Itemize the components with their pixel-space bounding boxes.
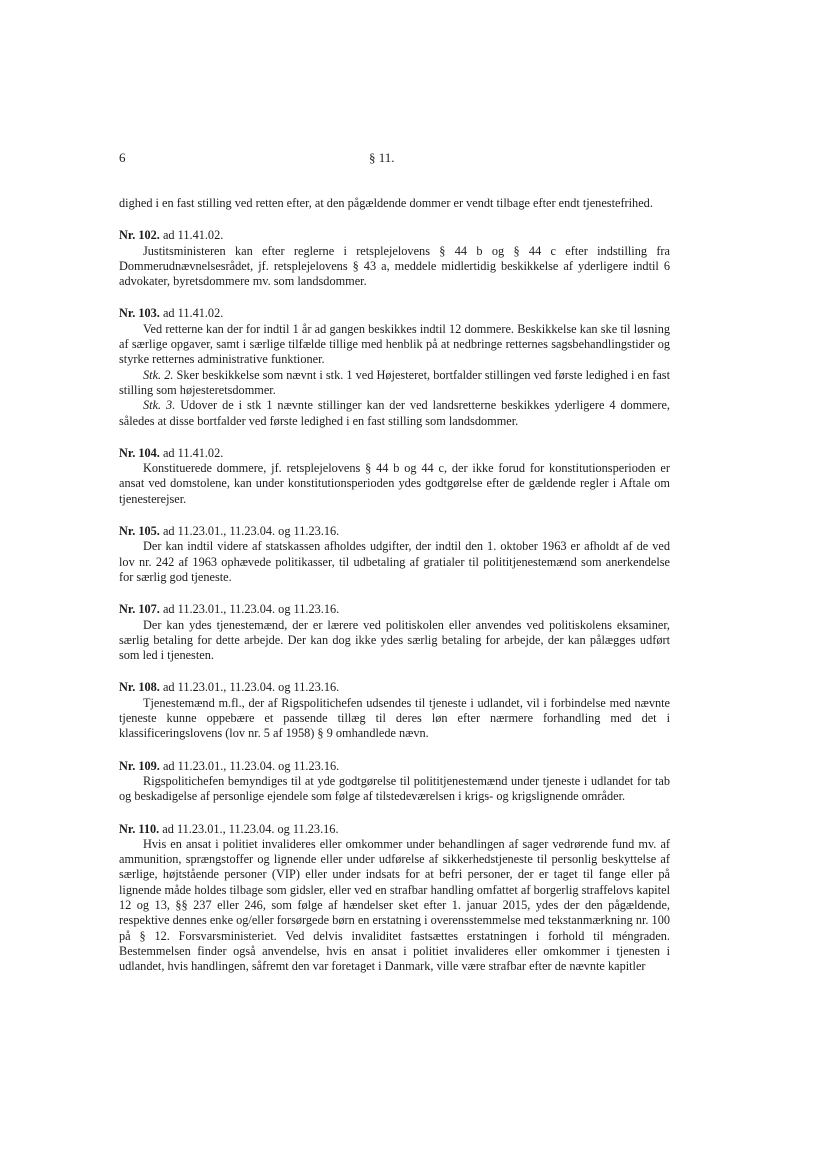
entry-heading — [119, 680, 670, 695]
entry-paragraph — [119, 774, 670, 805]
entry-reference: ad 11.23.01., 11.23.04. og 11.23.16. — [162, 602, 340, 617]
paragraph-text: Der kan ydes tjenestemænd, der er lærere ved politiskolen eller anvendes ved politiskolens eksaminer, særlig betaling for dette arbejde. Der kan dog ikke ydes særlig betaling for arbejde, der kan pålægges udført som led i tjenesten. — [119, 617, 670, 663]
entry-number: Nr. 102. — [119, 228, 160, 243]
entry-paragraph — [119, 539, 670, 585]
entry-reference: ad 11.41.02. — [162, 306, 224, 321]
entry-reference: ad 11.23.01., 11.23.04. og 11.23.16. — [162, 524, 340, 539]
entry-paragraph — [119, 461, 670, 507]
entry-heading — [119, 228, 670, 243]
entry-number: Nr. 109. — [119, 758, 160, 773]
stk-label: Stk. 3. — [143, 398, 176, 413]
entry-heading — [119, 822, 670, 837]
annotation-entry — [119, 822, 670, 975]
section-heading: § 11. — [369, 150, 395, 165]
entry-paragraph — [119, 244, 670, 290]
entry-heading — [119, 306, 670, 321]
paragraph-text: Tjenestemænd m.fl., der af Rigspolitichefen udsendes til tjeneste i udlandet, vil i forbindelse med nævnte tjeneste kunne oppebære et passende tillæg til deres løn efter nærmere forhandling med det i klassificeringslovens (lov nr. 5 af 1958) § 9 omhandlede nævn. — [119, 695, 670, 741]
page-number: 6 — [119, 150, 126, 165]
paragraph-text: Justitsministeren kan efter reglerne i retsplejelovens § 44 b og § 44 c efter indstilling fra Dommerudnævnelsesrådet, jf. retsplejelovens § 43 a, meddele midlertidig beskikkelse af yderligere indtil 6 advokater, byretsdommere mv. som landsdommer. — [119, 243, 670, 289]
entry-paragraph — [119, 322, 670, 368]
entry-number: Nr. 104. — [119, 445, 160, 460]
intro-paragraph — [119, 196, 670, 211]
entry-paragraph — [119, 618, 670, 664]
paragraph-text: Ved retterne kan der for indtil 1 år ad gangen beskikkes indtil 12 dommere. Beskikkelse kan ske til løsning af særlige opgaver, samt i særlige tilfælde tillige med henblik på at nedbringe retternes sagsbehandlingstider og styrke retternes administrative funktioner. — [119, 321, 670, 367]
page-header — [119, 150, 668, 168]
paragraph-text: Der kan indtil videre af statskassen afholdes udgifter, der indtil den 1. oktober 1963 er afholdt af de ved lov nr. 242 af 1963 ophævede politikasser, til udbetaling af gratialer til polititjenestemænd som anerkendelse for særlig god tjeneste. — [119, 539, 670, 584]
annotation-entry — [119, 602, 670, 663]
entry-number: Nr. 108. — [119, 680, 160, 695]
entry-heading — [119, 602, 670, 617]
paragraph-text: Rigspolitichefen bemyndiges til at yde godtgørelse til polititjenestemænd under tjeneste i udlandet for tab og beskadigelse af personlige ejendele som følge af tilstedeværelsen i krigs- og krigslignende områder. — [119, 773, 670, 804]
entry-reference: ad 11.41.02. — [162, 445, 224, 460]
entry-paragraph — [119, 837, 670, 975]
entry-heading — [119, 524, 670, 539]
body-text — [119, 196, 670, 991]
entry-heading — [119, 446, 670, 461]
entry-number: Nr. 103. — [119, 306, 160, 321]
annotation-entry — [119, 446, 670, 507]
annotation-entry — [119, 759, 670, 805]
paragraph-text: Hvis en ansat i politiet invalideres eller omkommer under behandlingen af sager vedrørende fund mv. af ammunition, sprængstoffer og lignende eller under udførelse af sikkerhedstjeneste til personlig beskyttelse af særlige, højtstående personer (VIP) eller under indsats for at befri personer, der er taget til fange eller på lignende måde holdes tilbage som gidsler, eller ved en strafbar handling omfattet af borgerlig straffelovs kapitel 12 og 13, §§ 237 eller 246, som følge af hændelser sket efter 1. januar 2015, ydes der den pågældende, respektive dennes enke og/eller forsørgede børn en erstatning i overensstemmelse med tekstanmærkning nr. 100 på § 12. Forsvarsministeriet. Ved delvis invaliditet fastsættes erstatningen i forhold til méngraden. Bestemmelsen finder også anvendelse, hvis en ansat i politiet invalideres eller omkommer i tjenesten i udlandet, hvis handlingen, såfremt den var foretaget i Danmark, ville være strafbar efter de nævnte kapitler — [119, 836, 670, 974]
entry-heading — [119, 759, 670, 774]
annotation-entry — [119, 306, 670, 428]
annotation-entry — [119, 680, 670, 741]
intro-text: dighed i en fast stilling ved retten efter, at den pågældende dommer er vendt tilbage efter endt tjenestefrihed. — [119, 196, 653, 210]
paragraph-text: Konstituerede dommere, jf. retsplejelovens § 44 b og 44 c, der ikke forud for konstitutionsperioden er ansat ved domstolene, kan under konstitutionsperioden ydes godtgørelse efter de gældende regler i Aftale om tjenesterejser. — [119, 461, 670, 506]
stk-label: Stk. 2. — [143, 367, 174, 382]
entry-number: Nr. 105. — [119, 524, 160, 539]
entry-reference: ad 11.23.01., 11.23.04. og 11.23.16. — [162, 821, 339, 836]
paragraph-text: Udover de i stk 1 nævnte stillinger kan der ved landsretterne beskikkes yderligere 4 dommere, således at disse bortfalder ved første ledighed i en fast stilling som landsdommer. — [119, 398, 670, 428]
entry-reference: ad 11.23.01., 11.23.04. og 11.23.16. — [162, 680, 340, 695]
entry-paragraph — [119, 696, 670, 742]
entry-number: Nr. 110. — [119, 821, 160, 836]
annotation-list — [119, 228, 670, 974]
annotation-entry — [119, 524, 670, 585]
paragraph-text: Sker beskikkelse som nævnt i stk. 1 ved Højesteret, bortfalder stillingen ved første ledighed i en fast stilling som højesteretsdommer. — [119, 367, 671, 397]
entry-reference: ad 11.23.01., 11.23.04. og 11.23.16. — [162, 758, 340, 773]
annotation-entry — [119, 228, 670, 289]
entry-paragraph — [119, 398, 670, 429]
entry-number: Nr. 107. — [119, 602, 160, 617]
entry-reference: ad 11.41.02. — [162, 228, 224, 243]
entry-paragraph — [119, 368, 670, 399]
